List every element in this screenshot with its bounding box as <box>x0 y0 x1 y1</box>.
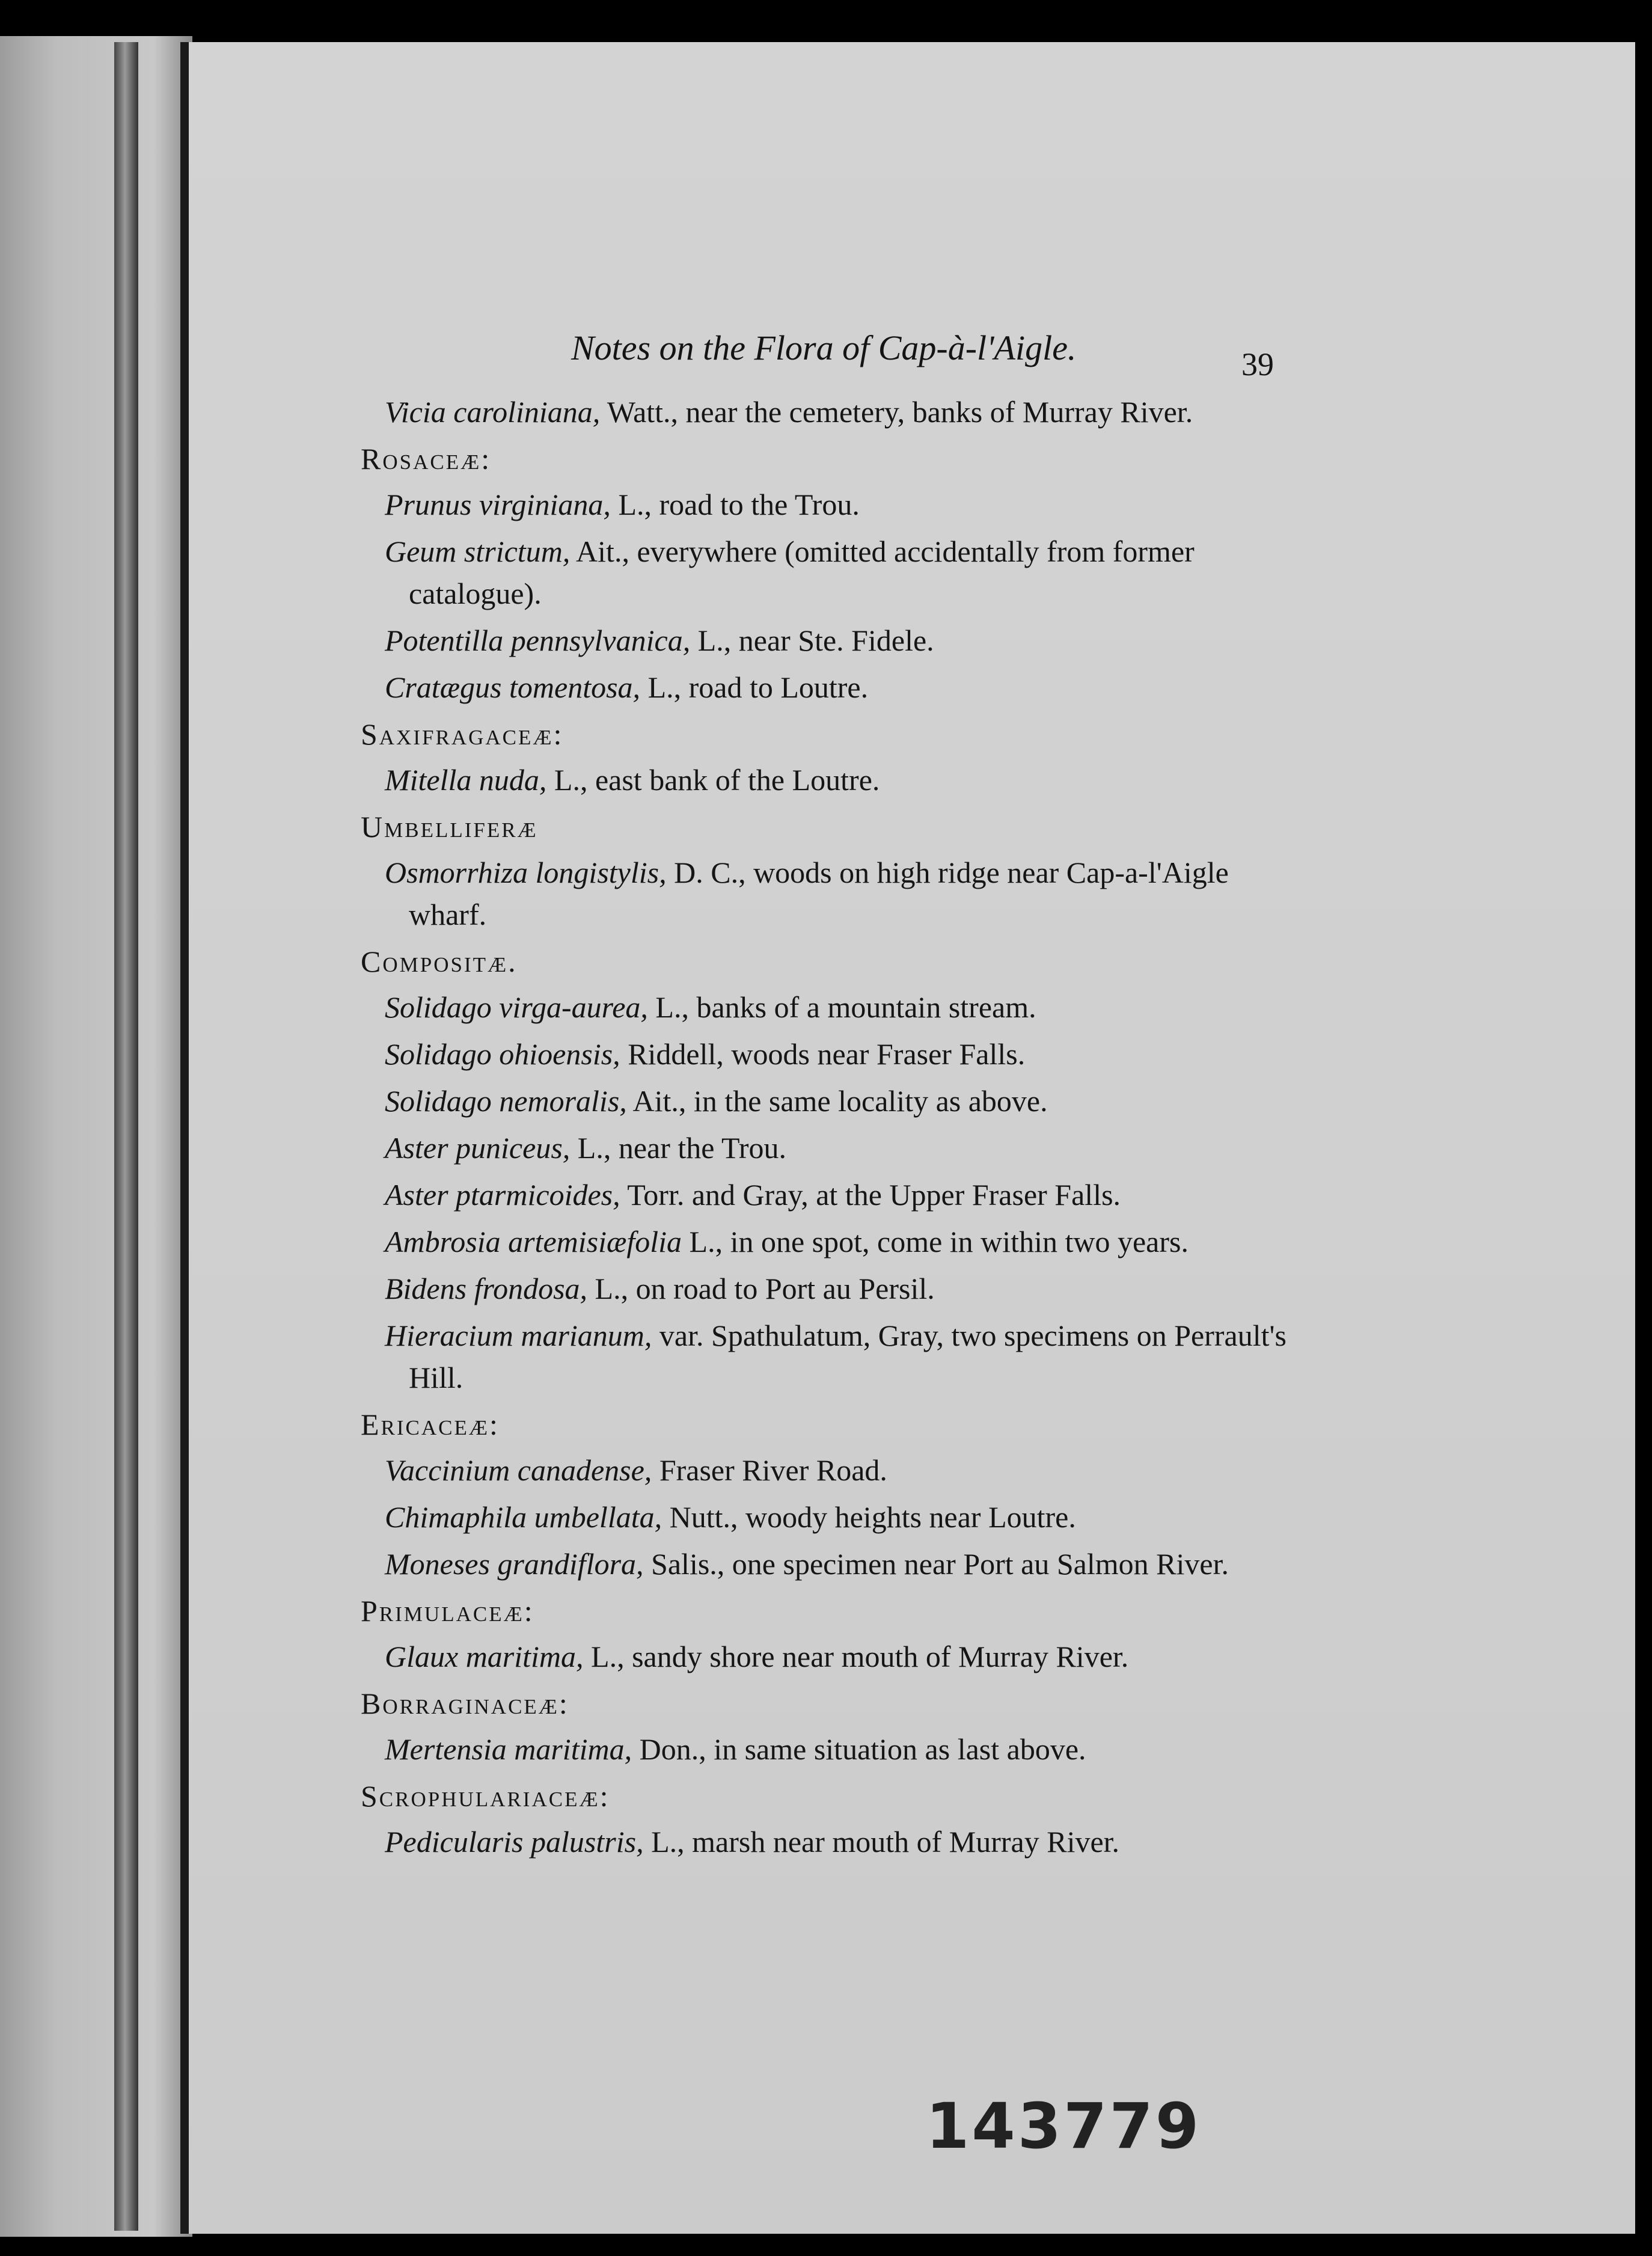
entry-description: L., banks of a mountain stream. <box>647 990 1036 1024</box>
species-entry <box>385 483 1293 526</box>
running-head: Notes on the Flora of Cap-à-l'Aigle. <box>571 328 1077 367</box>
entry-description: Torr. and Gray, at the Upper Fraser Falls. <box>620 1178 1121 1212</box>
entry-description: L., near the Trou. <box>570 1131 786 1165</box>
book-gutter <box>114 42 138 2231</box>
species-entry <box>385 391 1293 433</box>
entry-description: L., road to Loutre. <box>640 670 869 704</box>
species-entry <box>385 1543 1293 1585</box>
species-entry <box>385 1033 1293 1075</box>
family-heading: Scrophulariaceæ: <box>361 1779 610 1813</box>
entry-description: L., on road to Port au Persil. <box>587 1272 935 1305</box>
species-entry <box>385 1314 1293 1399</box>
scientific-name: Geum strictum, <box>385 535 571 568</box>
species-entry <box>385 851 1293 936</box>
entry-description: Fraser River Road. <box>652 1453 887 1487</box>
entry-description: Ait., in the same locality as above. <box>626 1084 1048 1118</box>
scientific-name: Osmorrhiza longistylis, <box>385 856 667 889</box>
family-heading: Compositæ. <box>361 945 518 978</box>
scientific-name: Solidago ohioensis, <box>385 1037 620 1071</box>
scientific-name: Vicia caroliniana, <box>385 395 601 429</box>
entry-description: L., in one spot, come in within two years. <box>682 1225 1189 1258</box>
scientific-name: Potentilla pennsylvanica, <box>385 624 691 657</box>
scientific-name: Solidago nemoralis, <box>385 1084 627 1118</box>
entry-description: L., sandy shore near mouth of Murray River. <box>583 1640 1129 1673</box>
scientific-name: Cratægus tomentosa, <box>385 670 641 704</box>
entry-description: Watt., near the cemetery, banks of Murray River. <box>600 395 1193 429</box>
scientific-name: Chimaphila umbellata, <box>385 1500 662 1534</box>
scientific-name: Bidens frondosa, <box>385 1272 588 1305</box>
species-entry <box>385 619 1293 661</box>
family-heading: Borraginaceæ: <box>361 1687 569 1720</box>
family-heading: Rosaceæ: <box>361 442 492 476</box>
species-entry <box>385 759 1293 801</box>
accession-stamp: 143779 <box>926 2089 1202 2163</box>
page-number: 39 <box>1241 346 1274 382</box>
scientific-name: Mertensia maritima, <box>385 1732 632 1766</box>
facing-page-edge <box>0 36 192 2237</box>
species-entry <box>385 1821 1293 1863</box>
entry-description: L., marsh near mouth of Murray River. <box>643 1825 1120 1859</box>
species-entry <box>385 1080 1293 1122</box>
entry-description: Riddell, woods near Fraser Falls. <box>620 1037 1026 1071</box>
entry-description: L., road to the Trou. <box>610 488 860 521</box>
scientific-name: Hieracium marianum, <box>385 1319 652 1352</box>
entry-description: D. C., woods on high ridge near Cap-a-l'Aigle wharf. <box>409 856 1229 931</box>
scientific-name: Aster puniceus, <box>385 1131 571 1165</box>
entry-description: Salis., one specimen near Port au Salmon River. <box>643 1547 1229 1581</box>
family-heading: Ericaceæ: <box>361 1408 500 1441</box>
entry-description: L., east bank of the Loutre. <box>546 763 880 797</box>
species-entry <box>385 1174 1293 1216</box>
species-entry <box>385 1127 1293 1169</box>
scientific-name: Mitella nuda, <box>385 763 547 797</box>
entry-description: Nutt., woody heights near Loutre. <box>662 1500 1076 1534</box>
species-entry <box>385 1728 1293 1770</box>
species-entry <box>385 1496 1293 1538</box>
family-heading: Umbelliferæ <box>361 810 538 844</box>
species-entry <box>385 986 1293 1028</box>
family-heading: Primulaceæ: <box>361 1594 534 1628</box>
family-heading: Saxifragaceæ: <box>361 717 564 751</box>
scientific-name: Vaccinium canadense, <box>385 1453 652 1487</box>
species-entry <box>385 530 1293 615</box>
species-list <box>361 391 1293 1868</box>
scientific-name: Moneses grandiflora, <box>385 1547 644 1581</box>
entry-description: Don., in same situation as last above. <box>632 1732 1086 1766</box>
scientific-name: Solidago virga-aurea, <box>385 990 648 1024</box>
entry-description: Ait., everywhere (omitted accidentally from former catalogue). <box>409 535 1195 610</box>
scientific-name: Ambrosia artemisiæfolia <box>385 1225 682 1258</box>
scientific-name: Prunus virginiana, <box>385 488 611 521</box>
species-entry <box>385 666 1293 708</box>
entry-description: var. Spathulatum, Gray, two specimens on Perrault's Hill. <box>409 1319 1286 1394</box>
species-entry <box>385 1221 1293 1263</box>
species-entry <box>385 1449 1293 1491</box>
species-entry <box>385 1635 1293 1678</box>
species-entry <box>385 1267 1293 1310</box>
entry-description: L., near Ste. Fidele. <box>690 624 934 657</box>
scientific-name: Aster ptarmicoides, <box>385 1178 620 1212</box>
scientific-name: Glaux maritima, <box>385 1640 584 1673</box>
scientific-name: Pedicularis palustris, <box>385 1825 644 1859</box>
